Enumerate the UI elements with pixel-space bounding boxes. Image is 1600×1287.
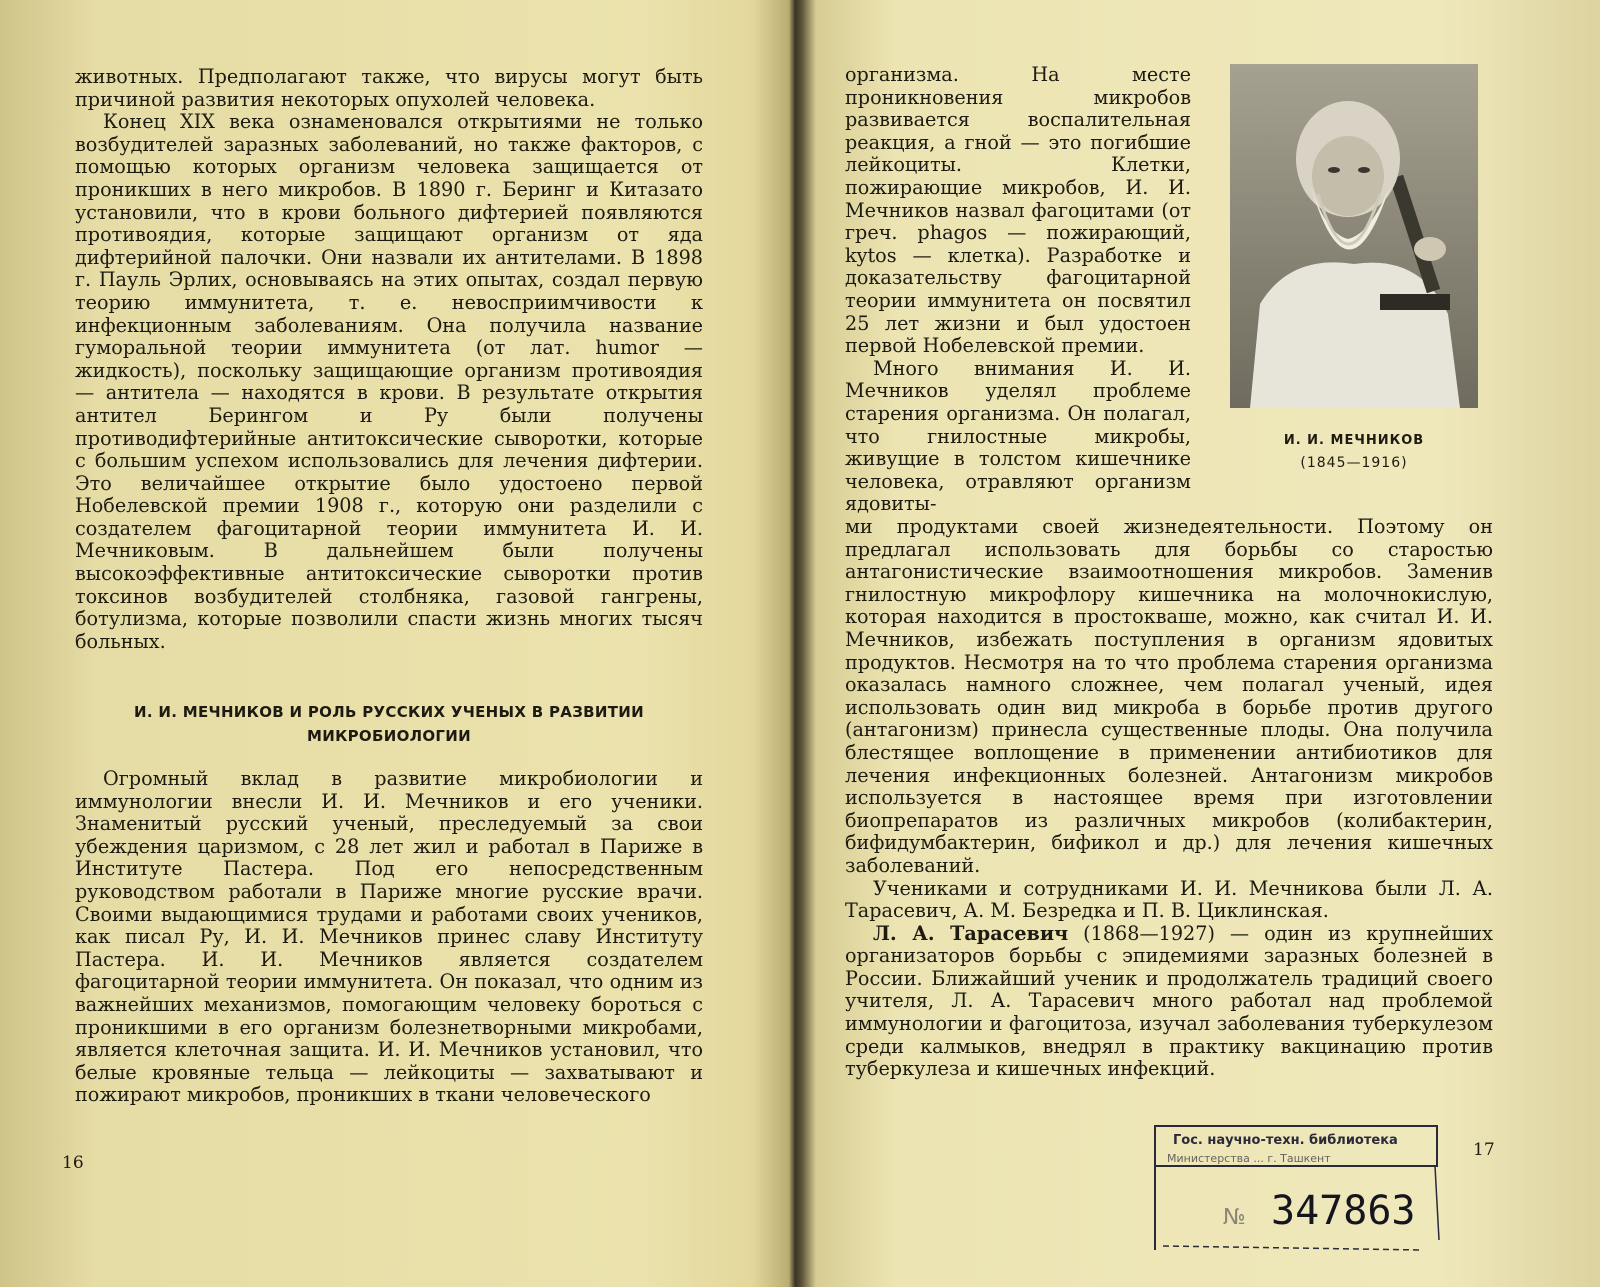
- left-text-bottom: [75, 768, 703, 1107]
- right-text-full: [845, 516, 1493, 1081]
- paragraph: Много внимания И. И. Мечников уделял проблеме старения организма. Он полагал, что гнилостные микробы, живущие в толстом кишечнике человека, отравляют организм ядовиты-: [845, 356, 1191, 516]
- caption-years: (1845—1916): [1300, 455, 1408, 471]
- paragraph: Огромный вклад в развитие микробиологии и иммунологии внесли И. И. Мечников и его ученики. Знаменитый русский ученый, преследуемый за свои убеждения царизмом, с 28 лет жил и работал в Париже в Институте Пастера. Под его непосредственным руководством работали в Париже многие русские врачи. Своими выдающимися трудами и работами своих учеников, как писал Ру, И. И. Мечников принес славу Институту Пастера. И. И. Мечников является создателем фагоцитарной теории иммунитета. Он показал, что одним из важнейших механизмов, помогающим человеку бороться с проникшими в его организм болезнетворными микробами, является клеточная защита. И. И. Мечников установил, что белые кровяные тельца — лейкоциты — захватывают и пожирают микробов, проникших в ткани человеческого: [75, 767, 703, 1107]
- paragraph: ми продуктами своей жизнедеятельности. Поэтому он предлагал использовать для борьбы со старостью антагонистические взаимоотношения микробов. Заменив гнилостную микрофлору кишечника на молочнокислую, которая находится в простокваше, можно, как считал И. И. Мечников, избежать поступления в организм ядовитых продуктов. Несмотря на то что проблема старения организма оказалась намного сложнее, чем полагал ученый, идея использовать один вид микроба в борьбе против другого (антагонизм) принесла существенные плоды. Она получила блестящее воплощение в применении антибиотиков для лечения инфекционных болезней. Антагонизм микробов используется в настоящее время при изготовлении биопрепаратов из различных микробов (колибактерин, бифидумбактерин, бификол и др.) для лечения кишечных заболеваний.: [845, 515, 1493, 877]
- left-page: [0, 0, 795, 1287]
- stamp-line-2: Министерства ... г. Ташкент: [1167, 1152, 1331, 1165]
- paragraph: Конец XIX века ознаменовался открытиями не только возбудителей заразных заболеваний, но также факторов, с помощью которых организм человека защищается от проникших в него микробов. В 1890 г. Беринг и Китазато установили, что в крови больного дифтерией появляются противоядия, которые защищают организм от яда дифтерийной палочки. Они назвали их антителами. В 1898 г. Пауль Эрлих, основываясь на этих опытах, создал первую теорию иммунитета, т. е. невосприимчивости к инфекционным заболеваниям. Она получила название гуморальной теории иммунитета (от лат. humor — жидкость), поскольку защищающие организм противоядия — антитела — находятся в крови. В результате открытия антител Берингом и Ру были получены противодифтерийные антитоксические сыворотки, которые с большим успехом использовались для лечения дифтерии. Это величайшее открытие было удостоено первой Нобелевской премии 1908 г., которую они разделили с создателем фагоцитарной теории иммунитета И. И. Мечниковым. В дальнейшем были получены высокоэффективные антитоксические сыворотки против токсинов возбудителей столбняка, газовой гангрены, ботулизма, которые позволили спасти жизнь многих тысяч больных.: [75, 110, 703, 653]
- paragraph: животных. Предполагают также, что вирусы могут быть причиной развития некоторых опухолей человека.: [75, 65, 703, 111]
- portrait-image: [1230, 64, 1478, 408]
- right-text-narrow: [845, 64, 1191, 516]
- paragraph: Учениками и сотрудниками И. И. Мечникова были Л. А. Тарасевич, А. М. Безредка и П. В. Циклинская.: [845, 876, 1493, 923]
- caption-name: И. И. МЕЧНИКОВ: [1283, 433, 1425, 448]
- right-page: [805, 0, 1600, 1287]
- portrait-photo: [1230, 64, 1478, 408]
- library-stamp: [1153, 1120, 1453, 1255]
- stamp-number: 347863: [1271, 1188, 1416, 1234]
- page-number: 16: [62, 1153, 84, 1173]
- paragraph: [845, 923, 1493, 1081]
- left-text-top: [75, 66, 703, 653]
- paragraph: организма. На месте проникновения микробов развивается воспалительная реакция, а гной — это погибшие лейкоциты. Клетки, пожирающие микробов, И. И. Мечников назвал фагоцитами (от греч. phagos — пожирающий, kytos — клетка). Разработке и доказательству фагоцитарной теории иммунитета он посвятил 25 лет жизни и был удостоен первой Нобелевской премии.: [845, 63, 1191, 358]
- portrait-caption: [1230, 430, 1478, 474]
- section-heading: И. И. МЕЧНИКОВ И РОЛЬ РУССКИХ УЧЕНЫХ В РАЗВИТИИ МИКРОБИОЛОГИИ: [134, 703, 644, 745]
- stamp-line-1: Гос. научно-техн. библиотека: [1173, 1133, 1398, 1148]
- stamp-number-prefix: №: [1223, 1205, 1246, 1230]
- page-number: 17: [1473, 1140, 1495, 1160]
- paragraph-text: (1868—1927) — один из крупнейших организаторов борьбы с эпидемиями заразных болезней в России. Ближайший ученик и продолжатель традиций своего учителя, Л. А. Тарасевич много работал над проблемой иммунологии и фагоцитоза, изучал заболевания туберкулезом среди калмыков, внедрял в практику вакцинацию против туберкулеза и кишечных инфекций.: [845, 921, 1493, 1081]
- bold-name: Л. А. Тарасевич: [873, 921, 1069, 945]
